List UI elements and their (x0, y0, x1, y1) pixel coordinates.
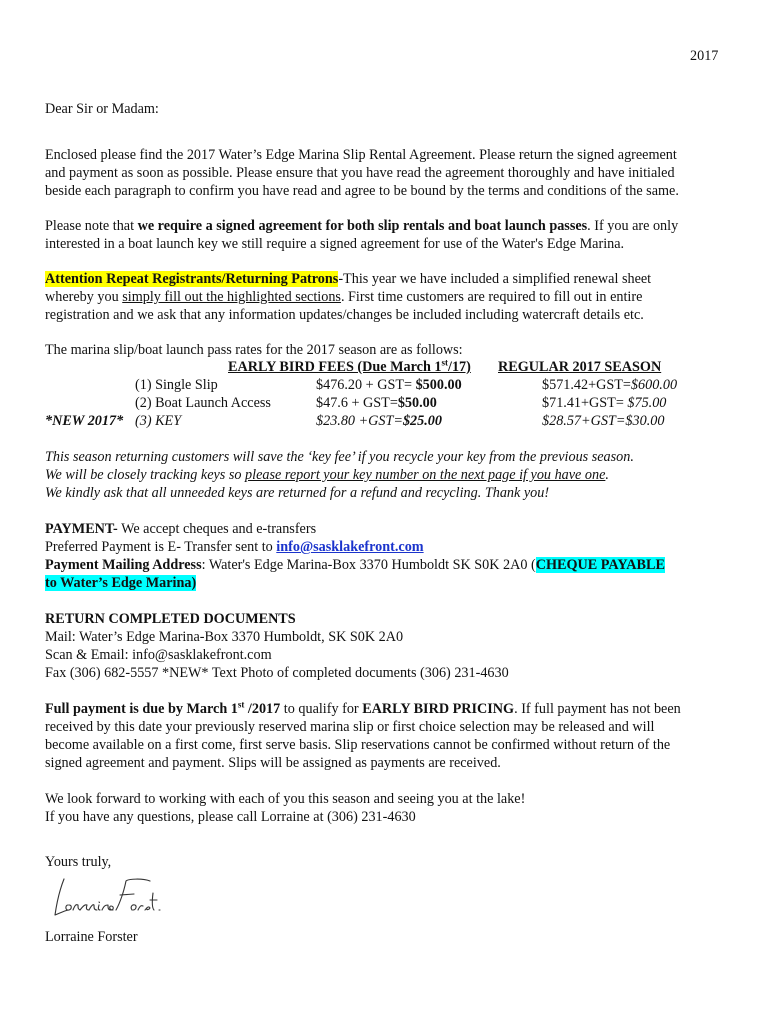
full-payment-line3: become available on a first come, first serve basis. Slip reservations cannot be confirmed without return of the (45, 737, 671, 753)
mailing-address-line2 (45, 574, 196, 592)
keys-note-line2: We will be closely tracking keys so please report your key number on the next page if you have one. (45, 467, 609, 483)
cheque-payee-highlight: to Water’s Edge Marina) (45, 575, 197, 591)
para1-line2: and payment as soon as possible. Please ensure that you have read the agreement thoroughly and have initialed (45, 165, 675, 181)
handwritten-signature (50, 875, 165, 920)
signer-name: Lorraine Forster (45, 929, 138, 945)
payment-label: PAYMENT- (45, 521, 118, 537)
para3-l2-post: . First time customers are required to fill out in entire (340, 289, 643, 305)
para2-pre: Please note that (45, 218, 138, 234)
regular-heading (498, 358, 661, 376)
para3-line3: registration and we ask that any information updates/changes be included including watercraft details etc. (45, 307, 644, 323)
letter-year: 2017 (690, 48, 719, 64)
greeting: Dear Sir or Madam: (45, 101, 159, 117)
closing-line1: We look forward to working with each of you this season and seeing you at the lake! (45, 791, 526, 807)
full-payment-line4: signed agreement and payment. Slips will be assigned as payments are received. (45, 755, 501, 771)
para1-line3: beside each paragraph to confirm you have read and agree to be bound by the terms and conditions of the same. (45, 183, 679, 199)
full-payment-line1: Full payment is due by March 1st /2017 to qualify for EARLY BIRD PRICING. If full payment has not been (45, 699, 681, 717)
mailing-address-label: Payment Mailing Address (45, 557, 202, 573)
para3-underline: simply fill out the highlighted sections (122, 289, 341, 305)
rate-early: $476.20 + GST= $500.00 (316, 377, 462, 393)
cheque-payable-highlight: CHEQUE PAYABLE (535, 557, 665, 573)
para3-l2-pre: whereby you (45, 289, 123, 305)
rate-early: $47.6 + GST=$50.00 (316, 395, 437, 411)
keys-note-underline: please report your key number on the next page if you have one (245, 467, 606, 483)
para1-line1: Enclosed please find the 2017 Water’s Edge Marina Slip Rental Agreement. Please return the signed agreement (45, 147, 677, 163)
rate-item: (2) Boat Launch Access (135, 395, 271, 411)
preferred-payment-line: Preferred Payment is E- Transfer sent to info@sasklakefront.com (45, 539, 424, 555)
para2-post: . If you are only (587, 218, 679, 234)
rate-early: $23.80 +GST=$25.00 (316, 413, 442, 429)
return-scan: Scan & Email: info@sasklakefront.com (45, 647, 272, 663)
early-head-a: EARLY BIRD FEES (Due March 1 (228, 359, 442, 375)
closing-line2: If you have any questions, please call Lorraine at (306) 231-4630 (45, 809, 416, 825)
return-fax: Fax (306) 682-5557 *NEW* Text Photo of completed documents (306) 231-4630 (45, 665, 509, 681)
rate-regular: $28.57+GST=$30.00 (542, 413, 665, 429)
rate-item: (1) Single Slip (135, 377, 218, 393)
mailing-address-line: Payment Mailing Address: Water's Edge Marina-Box 3370 Humboldt SK S0K 2A0 (CHEQUE PAYABLE (45, 557, 665, 573)
para2-bold: we require a signed agreement for both slip rentals and boat launch passes (137, 218, 588, 234)
return-mail: Mail: Water’s Edge Marina-Box 3370 Humboldt, SK S0K 2A0 (45, 629, 404, 645)
para2-line2: interested in a boat launch key we still require a signed agreement for use of the Water's Edge Marina. (45, 236, 625, 252)
rate-regular: $571.42+GST=$600.00 (542, 377, 678, 393)
keys-note-line1: This season returning customers will save the ‘key fee’ if you recycle your key from the previous season. (45, 449, 634, 465)
signoff: Yours truly, (45, 854, 112, 870)
rate-new-prefix: *NEW 2017* (45, 413, 124, 429)
regular-head: REGULAR 2017 SEASON (498, 359, 662, 375)
para3-line2 (45, 288, 642, 306)
full-payment-line2: received by this date your previously reserved marina slip or first choice selection may be released and will (45, 719, 655, 735)
para3-line1 (45, 270, 651, 288)
return-docs-heading: RETURN COMPLETED DOCUMENTS (45, 611, 296, 627)
payment-line: PAYMENT- We accept cheques and e-transfers (45, 521, 317, 537)
rate-regular: $71.41+GST= $75.00 (542, 395, 667, 411)
attention-highlight: Attention Repeat Registrants/Returning Patrons (45, 271, 339, 287)
early-head-b: /17) (448, 359, 471, 375)
rates-intro: The marina slip/boat launch pass rates for the 2017 season are as follows: (45, 342, 463, 358)
para2-line1 (45, 217, 678, 235)
para3-post: -This year we have included a simplified renewal sheet (338, 271, 652, 287)
early-head-sup: st (441, 357, 448, 368)
email-link[interactable]: info@sasklakefront.com (276, 539, 424, 555)
early-bird-heading (228, 358, 471, 376)
rate-item: (3) KEY (135, 413, 182, 429)
keys-note-line3: We kindly ask that all unneeded keys are returned for a refund and recycling. Thank you! (45, 485, 550, 501)
